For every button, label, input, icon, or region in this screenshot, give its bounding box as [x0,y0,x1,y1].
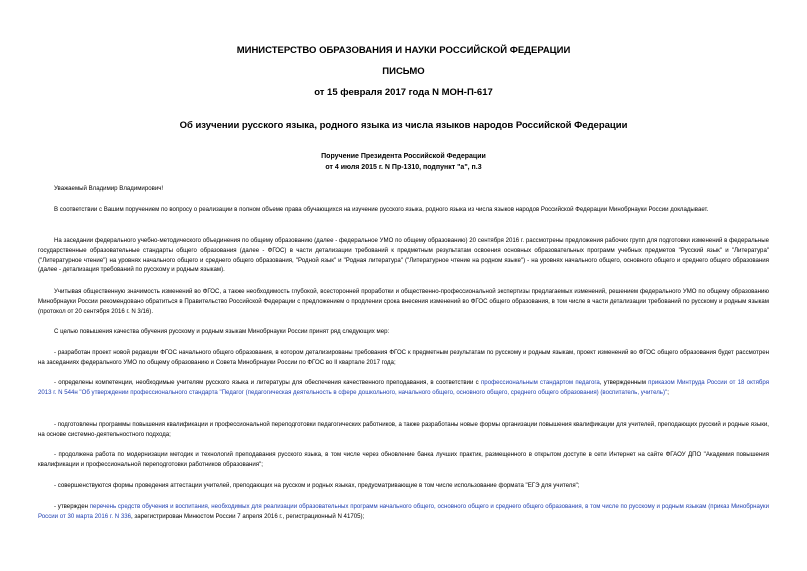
instruction-line-2: от 4 июля 2015 г. N Пр-1310, подпункт "а", п.3 [325,164,482,171]
paragraph-10: - утвержден перечень средств обучения и воспитания, необходимых для реализации образовательных программ начального общего, основного общего и среднего общего образования, в том числе по русскому и родным языкам (приказ Минобрнауки России от 30 марта 2016 г. N 336, зарегистрирован Минюстом России 7 апреля 2016 г., регистрационный N 41705); [38,503,769,520]
teaching-means-list-link[interactable]: перечень средств обучения и воспитания, необходимых для реализации образовательных программ начального общего, основного общего и среднего общего образования, в том числе по русскому и родным языкам (приказ Минобрнауки России от 30 марта 2016 г. N 336 [38,503,769,520]
professional-standard-link[interactable]: профессиональным стандартом педагога [481,379,600,386]
paragraph-5: - разработан проект новой редакции ФГОС начального общего образования, в котором детализированы требования ФГОС к предметным результатам по русскому и родным языкам, проект изменений во ФГОС общего образования будет рассмотрен на заседаниях федерального УМО по общему образованию и Совета Минобрнауки России по ФГОС во II квартале 2017 года; [38,349,769,366]
mintrud-order-link[interactable]: приказом Минтруда России от 18 октября 2013 г. N 544н "Об утверждении профессионального стандарта "Педагог (педагогическая деятельность в сфере дошкольного, начального общего, основного общего, среднего общего образования) (воспитатель, учитель)" [38,379,770,396]
greeting: Уважаемый Владимир Владимирович! [54,185,164,192]
paragraph-8: - продолжена работа по модернизации методик и технологий преподавания русского языка, в том числе через обновление банка лучших практик, размещенного в открытом доступе в сети Интернет на сайте ФГАОУ ДПО "Академия повышения квалификации и профессиональной переподготовки работников образования"; [38,451,769,468]
document-type: ПИСЬМО [382,66,425,77]
document-date-number: от 15 февраля 2017 года N МОН-П-617 [314,87,493,98]
paragraph-6: - определены компетенции, необходимые учителям русского языка и литературы для обеспечения качественного преподавания, в соответствии с профессиональным стандартом педагога, утвержденным приказом Минтруда России от 18 октября 2013 г. N 544н "Об утверждении профессионального стандарта "Педагог (педагогическая деятельность в сфере дошкольного, начального общего, основного общего, среднего общего образования) (воспитатель, учитель)"; [38,379,770,396]
paragraph-3: Учитывая общественную значимость изменений во ФГОС, а также необходимость глубокой, всесторонней проработки и общественно-профессиональной экспертизы предлагаемых изменений, решением федерального УМО по общему образованию Минобрнауки России рекомендовано обратиться в Правительство Российской Федерации с предложением о продлении срока внесения изменений во ФГОС общего образования, в том числе в части детализации требований по русскому и родным языкам (протокол от 20 сентября 2016 г. N 3/16). [38,288,769,315]
instruction-line-1: Поручение Президента Российской Федерации [321,153,486,160]
ministry-heading: МИНИСТЕРСТВО ОБРАЗОВАНИЯ И НАУКИ РОССИЙСКОЙ ФЕДЕРАЦИИ [236,45,571,56]
paragraph-7: - подготовлены программы повышения квалификации и профессиональной переподготовки педагогических работников, а также разработаны новые формы организации повышения квалификации для учителей, преподающих русский и родные языки, на основе системно-деятельностного подхода; [38,421,769,438]
paragraph-9: - совершенствуются формы проведения аттестации учителей, преподающих на русском и родных языках, предусматривающие в том числе использование формата "ЕГЭ для учителя"; [54,482,580,489]
paragraph-1: В соответствии с Вашим поручением по вопросу о реализации в полном объеме права обучающихся на изучение русского языка, родного языка из числа языков народов Российской Федерации Минобрнауки России докладывает. [54,206,709,213]
document-title: Об изучении русского языка, родного языка из числа языков народов Российской Федерации [179,120,628,131]
paragraph-4: С целью повышения качества обучения русскому и родным языкам Минобрнауки России принят ряд следующих мер: [54,328,390,335]
paragraph-2: На заседании федерального учебно-методического объединения по общему образованию (далее - федеральное УМО по общему образованию) 20 сентября 2016 г. рассмотрены предложения рабочих групп для подготовки изменений в федеральные государственные образовательные стандарты общего образования (далее - ФГОС) в части детализации требований к предметным результатам освоения основных образовательных программ учебных предметов "Русский язык" и "Литература" ("Литературное чтение") на уровнях начального общего и среднего общего образования, "Родной язык" и "Родная литература" ("Литературное чтение на родном языке") - на уровнях начального общего, основного общего и среднего общего образования (далее - детализация требований по русскому и родным языкам). [38,237,769,274]
